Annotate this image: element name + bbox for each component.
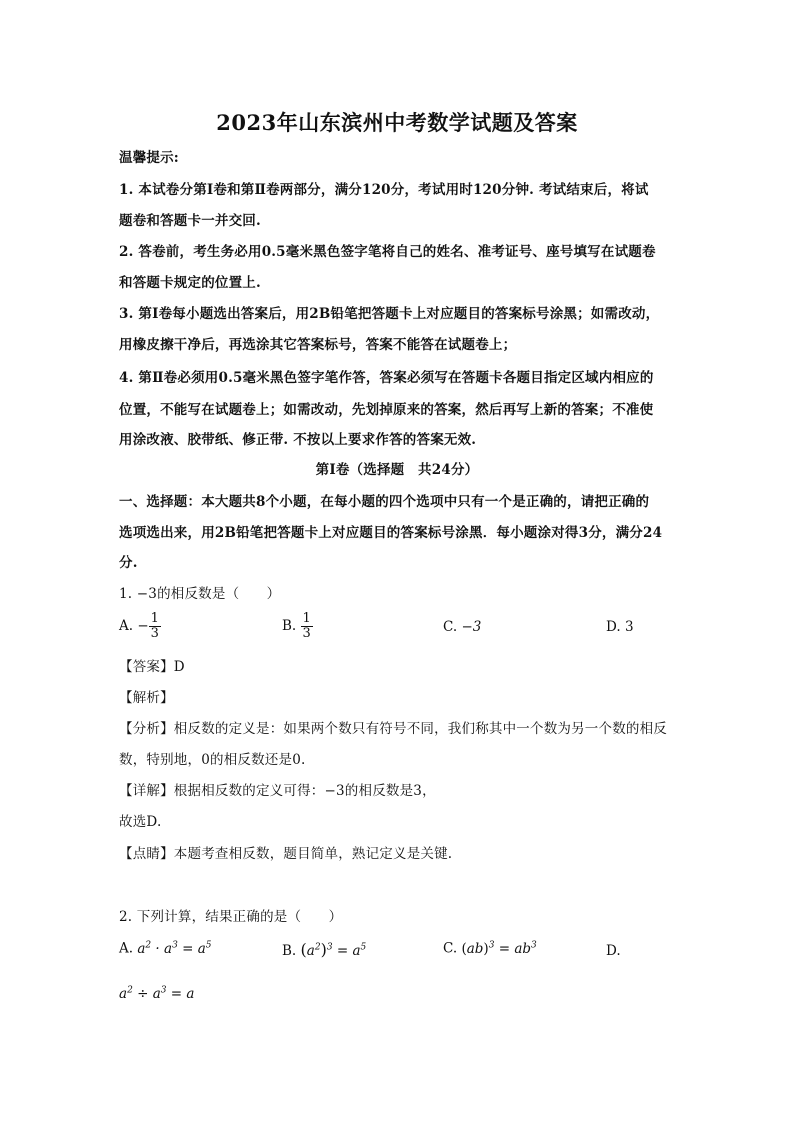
numerator: 1 [302,611,311,626]
q2-option-c [443,940,537,957]
option-label: B. [282,618,297,634]
question-2-stem: 2. 下列计算，结果正确的是（ ） [119,909,343,925]
denominator: 3 [302,626,311,641]
q2-option-b [282,940,366,959]
q1-option-c [443,619,481,635]
option-label: D. [606,619,621,635]
notice-line: 题卷和答题卡一并交回. [119,213,261,229]
notice-line: 用涂改液、胶带纸、修正带. 不按以上要求作答的答案无效. [119,432,477,448]
q1-option-b [282,612,313,641]
option-value: −3 [461,619,482,635]
denominator: 3 [150,626,159,641]
notice-line: 3. 第Ⅰ卷每小题选出答案后，用2B铅笔把答题卡上对应题目的答案标号涂黑；如需改动， [119,306,660,322]
q2-option-a [119,940,212,957]
section-intro-line: 一、选择题：本大题共8个小题，在每小题的四个选项中只有一个是正确的，请把正确的 [119,494,650,510]
option-label: D. [606,943,621,959]
section-intro-line: 选项选出来，用2B铅笔把答题卡上对应题目的答案标号涂黑．每小题涂对得3分，满分24 [119,525,663,541]
option-label: B. [282,943,297,959]
option-label: C. [443,619,458,635]
notice-line: 2. 答卷前，考生务必用0.5毫米黑色签字笔将自己的姓名、准考证号、座号填写在试题卷 [119,244,656,260]
notice-line: 位置，不能写在试题卷上；如需改动，先划掉原来的答案，然后再写上新的答案；不准使 [119,402,654,418]
q1-dianjing: 【点睛】本题考查相反数，题目简单，熟记定义是关键. [119,846,453,862]
q1-analysis-label: 【解析】 [119,690,174,706]
q1-fenxi-line: 【分析】相反数的定义是：如果两个数只有符号不同，我们称其中一个数为另一个数的相反 [119,721,667,737]
q1-xiangjie-line: 【详解】根据相反数的定义可得：−3的相反数是3， [119,783,436,799]
math-expression: $a^2 \div a^3 = a$ [119,985,195,1002]
notice-line: 和答题卡规定的位置上. [119,275,261,291]
q2-option-d [606,943,621,959]
minus-sign: − [137,618,149,634]
q1-fenxi-line: 数，特别地，0的相反数还是0. [119,752,306,768]
fraction [149,612,161,641]
q1-answer: 【答案】D [119,659,185,675]
option-label: A. [119,940,134,957]
math-expression: $(a^2)^3 = a^5$ [300,940,367,959]
section-heading: 第Ⅰ卷（选择题 共24分） [315,462,479,478]
option-value: 3 [624,619,634,635]
numerator: 1 [150,611,159,626]
notice-heading: 温馨提示: [119,150,179,166]
q1-option-a [119,612,161,641]
section-intro-line: 分. [119,555,138,571]
q1-xiangjie-line: 故选D. [119,814,162,830]
option-label: C. [443,940,458,957]
math-expression: $(ab)^3 = ab^3$ [461,940,537,957]
fraction [301,612,313,641]
question-1-stem: 1. −3的相反数是（ ） [119,586,281,602]
option-label: A. [119,618,134,634]
notice-line: 4. 第Ⅱ卷必须用0.5毫米黑色签字笔作答，答案必须写在答题卡各题目指定区域内相应的 [119,370,654,386]
notice-line: 用橡皮擦干净后，再选涂其它答案标号，答案不能答在试题卷上； [119,337,517,353]
notice-line: 1. 本试卷分第Ⅰ卷和第Ⅱ卷两部分，满分120分，考试用时120分钟. 考试结束后，将试 [119,182,649,198]
math-expression: $a^2 \cdot a^3 = a^5$ [137,940,212,957]
q2-option-d-expression [119,985,194,1002]
page-title: 2023年山东滨州中考数学试题及答案 [216,110,578,135]
q1-option-d [606,619,634,635]
